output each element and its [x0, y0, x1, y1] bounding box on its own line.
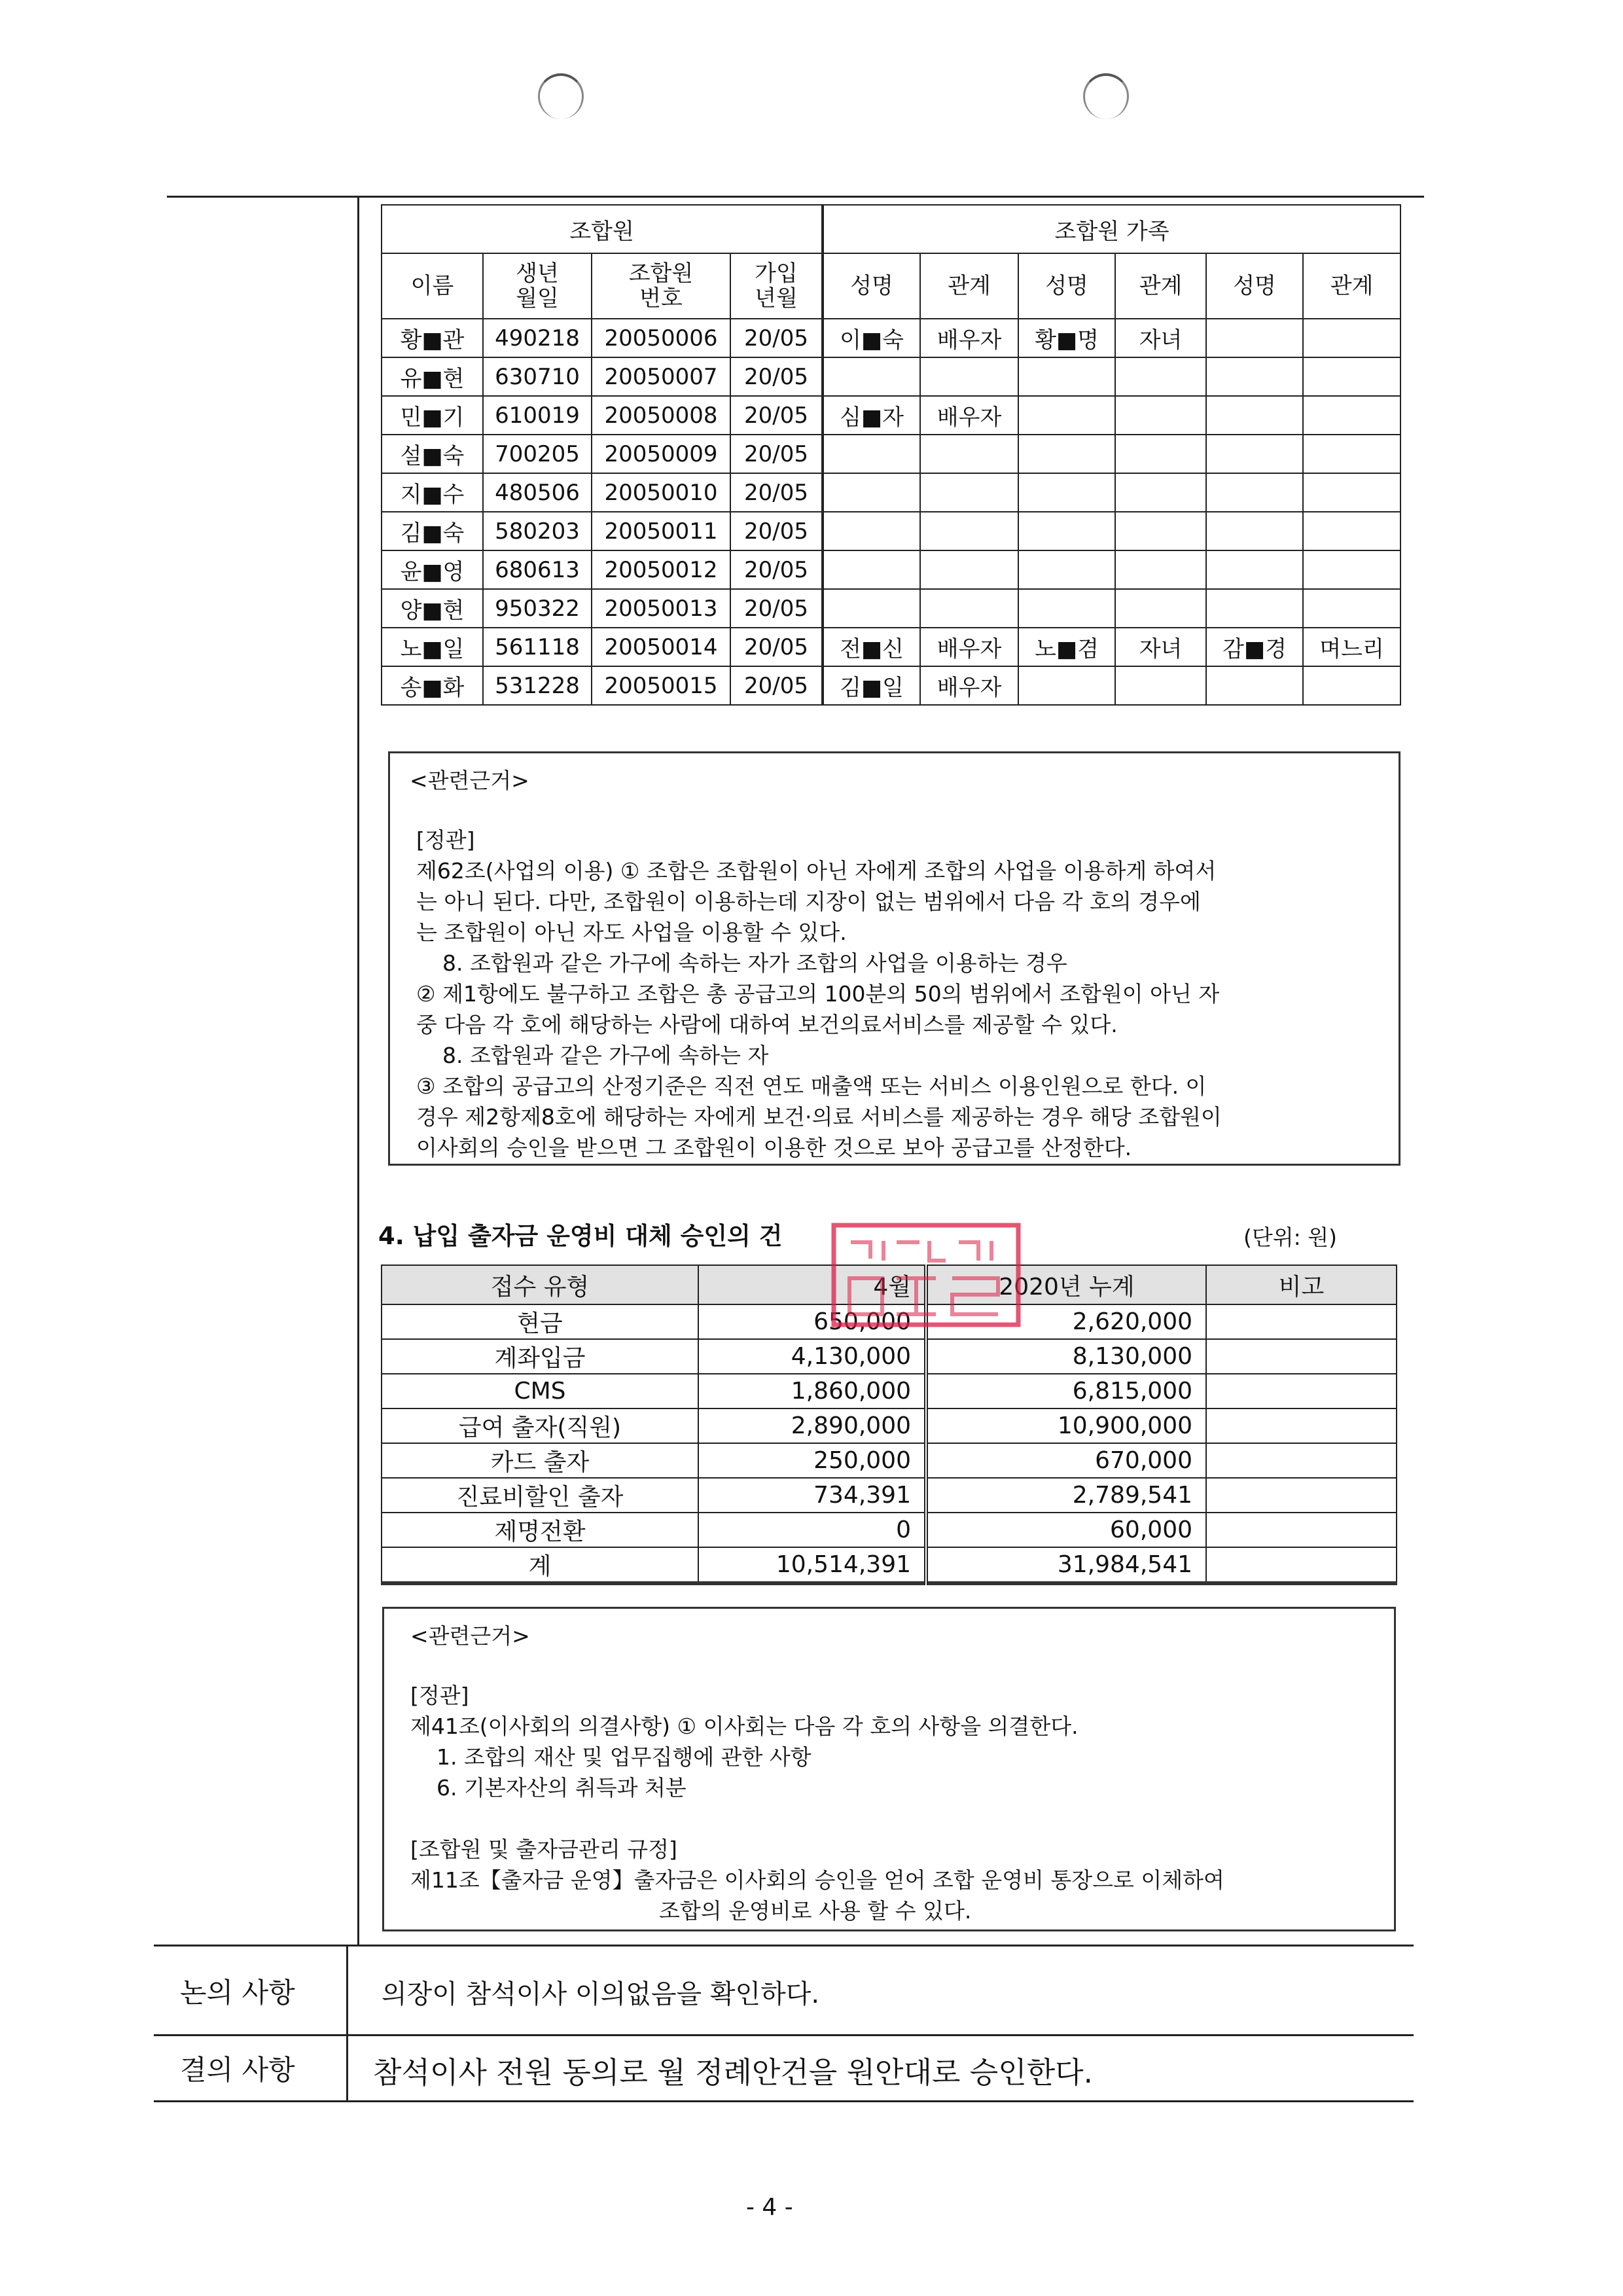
table-cell: 김■일: [823, 666, 920, 705]
table-cell: 20050009: [592, 435, 730, 473]
basis-line: ② 제1항에도 불구하고 조합은 총 공급고의 100분의 50의 범위에서 조합원이 아닌 자: [416, 981, 1220, 1007]
table-cell: 지■수: [382, 473, 483, 512]
basis-line: 8. 조합원과 같은 가구에 속하는 자: [442, 1043, 769, 1068]
basis-title: <관련근거>: [410, 768, 529, 793]
table-cell: 950322: [483, 589, 592, 628]
table-row: [382, 435, 1400, 473]
table-cell: [823, 473, 920, 512]
table-cell: 20050012: [592, 550, 730, 589]
group-header-family: 조합원 가족: [823, 205, 1400, 253]
table-cell: [1206, 1478, 1397, 1513]
basis-line: 이사회의 승인을 받으면 그 조합원이 이용한 것으로 보아 공급고를 산정한다.: [416, 1135, 1132, 1160]
basis-line: [정관]: [410, 1683, 469, 1708]
basis-line: [410, 1803, 1368, 1834]
table-row: [382, 1374, 1397, 1408]
table-cell: [920, 473, 1018, 512]
table-cell: 전■신: [823, 628, 920, 666]
table-cell: 황■관: [382, 319, 483, 357]
table-row: [382, 1478, 1397, 1513]
table-cell: 20050008: [592, 396, 730, 435]
table-cell: [920, 435, 1018, 473]
table-cell: 진료비할인 출자: [382, 1478, 698, 1513]
table-cell: [1018, 666, 1115, 705]
discussion-label: 논의 사항: [180, 1977, 295, 2009]
table-cell: CMS: [382, 1374, 698, 1408]
table-row: [382, 396, 1400, 435]
table-cell: 580203: [483, 512, 592, 550]
table-cell: 20/05: [730, 628, 823, 666]
column-header: 성명: [1206, 253, 1303, 319]
table-cell: 송■화: [382, 666, 483, 705]
divider: [346, 1945, 348, 2102]
table-cell: 6,815,000: [926, 1374, 1206, 1408]
table-cell: 카드 출자: [382, 1443, 698, 1478]
related-basis-box-1: [388, 751, 1400, 1166]
table-cell: 제명전환: [382, 1513, 698, 1547]
table-row: [382, 357, 1400, 396]
basis-line: 제11조【출자금 운영】출자금은 이사회의 승인을 얻어 조합 운영비 통장으로 이체하여: [410, 1867, 1224, 1893]
table-cell: 10,900,000: [926, 1408, 1206, 1443]
basis-line: 1. 조합의 재산 및 업무집행에 관한 사항: [437, 1744, 812, 1770]
table-row: [382, 1443, 1397, 1478]
column-header: 비고: [1206, 1265, 1397, 1304]
column-header: 관계: [1115, 253, 1206, 319]
table-cell: 20/05: [730, 512, 823, 550]
basis-line: ③ 조합의 공급고의 산정기준은 직전 연도 매출액 또는 서비스 이용인원으로 한다. 이: [416, 1073, 1207, 1099]
table-cell: 감■경: [1206, 628, 1303, 666]
basis-title: <관련근거>: [410, 1623, 530, 1649]
table-cell: [1206, 512, 1303, 550]
table-cell: 자녀: [1115, 319, 1206, 357]
basis-line: 제41조(이사회의 의결사항) ① 이사회는 다음 각 호의 사항을 의결한다.: [410, 1713, 1079, 1739]
table-cell: [1303, 666, 1400, 705]
table-cell: 480506: [483, 473, 592, 512]
table-cell: [1018, 357, 1115, 396]
section-title: 4. 납입 출자금 운영비 대체 승인의 건: [378, 1222, 783, 1250]
table-cell: 20050014: [592, 628, 730, 666]
table-cell: 윤■영: [382, 550, 483, 589]
table-cell: 배우자: [920, 396, 1018, 435]
table-cell: 250,000: [698, 1443, 926, 1478]
table-cell: 배우자: [920, 628, 1018, 666]
table-cell: [1115, 589, 1206, 628]
table-cell: 현금: [382, 1304, 698, 1339]
table-row: [382, 1547, 1397, 1583]
table-cell: 1,860,000: [698, 1374, 926, 1408]
table-cell: [1018, 396, 1115, 435]
table-cell: 20050007: [592, 357, 730, 396]
table-cell: [1303, 435, 1400, 473]
table-cell: 민■기: [382, 396, 483, 435]
table-cell: [920, 512, 1018, 550]
table-cell: 유■현: [382, 357, 483, 396]
divider: [154, 1945, 1414, 1946]
table-cell: [1206, 319, 1303, 357]
table-cell: [1115, 550, 1206, 589]
table-cell: [1115, 357, 1206, 396]
table-cell: 2,789,541: [926, 1478, 1206, 1513]
table-cell: 심■자: [823, 396, 920, 435]
basis-line: 는 아니 된다. 다만, 조합원이 이용하는데 지장이 없는 범위에서 다음 각 호의 경우에: [416, 889, 1201, 914]
table-cell: 노■겸: [1018, 628, 1115, 666]
table-cell: 20/05: [730, 473, 823, 512]
group-header-members: 조합원: [382, 205, 823, 253]
page-number: - 4 -: [746, 2194, 793, 2221]
table-cell: [1206, 1408, 1397, 1443]
table-cell: 650,000: [698, 1304, 926, 1339]
table-cell: 20/05: [730, 435, 823, 473]
table-cell: 20/05: [730, 589, 823, 628]
table-cell: 20050015: [592, 666, 730, 705]
table-cell: 20/05: [730, 550, 823, 589]
table-cell: [1303, 319, 1400, 357]
table-cell: 며느리: [1303, 628, 1400, 666]
top-rule: [167, 196, 1424, 198]
table-cell: 680613: [483, 550, 592, 589]
table-cell: [1303, 589, 1400, 628]
table-cell: [1115, 435, 1206, 473]
table-cell: [1206, 550, 1303, 589]
table-cell: [1018, 589, 1115, 628]
table-cell: [1206, 1513, 1397, 1547]
table-cell: [1206, 589, 1303, 628]
table-cell: [1303, 550, 1400, 589]
table-row: [382, 473, 1400, 512]
table-cell: [1206, 1547, 1397, 1583]
table-cell: [823, 589, 920, 628]
table-cell: 이■숙: [823, 319, 920, 357]
table-cell: 20/05: [730, 319, 823, 357]
table-cell: [1303, 396, 1400, 435]
table-cell: 계좌입금: [382, 1339, 698, 1374]
table-cell: [1303, 357, 1400, 396]
table-row: [382, 666, 1400, 705]
table-cell: [1018, 550, 1115, 589]
table-cell: 490218: [483, 319, 592, 357]
basis-line: [조합원 및 출자금관리 규정]: [410, 1837, 677, 1862]
column-header: 조합원 번호: [592, 253, 730, 319]
table-cell: [1206, 1443, 1397, 1478]
members-table: [381, 204, 1401, 706]
table-row: [382, 319, 1400, 357]
table-cell: 670,000: [926, 1443, 1206, 1478]
table-cell: [1303, 512, 1400, 550]
table-cell: [823, 512, 920, 550]
column-header: 가입 년월: [730, 253, 823, 319]
column-header: 생년 월일: [483, 253, 592, 319]
basis-line: [정관]: [416, 827, 475, 853]
table-cell: 630710: [483, 357, 592, 396]
table-cell: [1206, 473, 1303, 512]
column-header: 관계: [1303, 253, 1400, 319]
divider: [154, 2034, 1414, 2036]
table-cell: [823, 357, 920, 396]
table-row: [382, 1339, 1397, 1374]
table-cell: 20050010: [592, 473, 730, 512]
table-cell: 20050006: [592, 319, 730, 357]
table-cell: 31,984,541: [926, 1547, 1206, 1583]
table-cell: 531228: [483, 666, 592, 705]
table-cell: 20050013: [592, 589, 730, 628]
basis-line: 경우 제2항제8호에 해당하는 자에게 보건·의료 서비스를 제공하는 경우 해당 조합원이: [416, 1104, 1222, 1130]
table-cell: 60,000: [926, 1513, 1206, 1547]
table-cell: 700205: [483, 435, 592, 473]
table-row: [382, 550, 1400, 589]
table-row: [382, 589, 1400, 628]
basis-line: 중 다음 각 호에 해당하는 사람에 대하여 보건의료서비스를 제공할 수 있다.: [416, 1012, 1118, 1037]
table-cell: 설■숙: [382, 435, 483, 473]
column-header: 4월: [698, 1265, 926, 1304]
basis-line: 6. 기본자산의 취득과 처분: [437, 1775, 687, 1801]
resolution-label: 결의 사항: [180, 2054, 295, 2086]
divider: [154, 2100, 1414, 2102]
table-cell: 김■숙: [382, 512, 483, 550]
punch-hole-left: [538, 73, 584, 119]
table-cell: 자녀: [1115, 628, 1206, 666]
table-cell: 20/05: [730, 357, 823, 396]
table-cell: 배우자: [920, 319, 1018, 357]
column-header: 관계: [920, 253, 1018, 319]
basis-line: 는 조합원이 아닌 자도 사업을 이용할 수 있다.: [416, 920, 847, 945]
table-cell: [920, 550, 1018, 589]
table-cell: 20/05: [730, 666, 823, 705]
column-header: 접수 유형: [382, 1265, 698, 1304]
table-cell: [1303, 473, 1400, 512]
basis-line: 8. 조합원과 같은 가구에 속하는 자가 조합의 사업을 이용하는 경우: [442, 950, 1067, 976]
table-cell: [1206, 357, 1303, 396]
table-cell: 양■현: [382, 589, 483, 628]
table-cell: 황■명: [1018, 319, 1115, 357]
table-cell: [1206, 666, 1303, 705]
table-cell: 계: [382, 1547, 698, 1583]
column-header: 성명: [823, 253, 920, 319]
table-cell: [1018, 512, 1115, 550]
table-cell: 20/05: [730, 396, 823, 435]
contribution-table: [381, 1265, 1397, 1585]
table-cell: [1206, 1374, 1397, 1408]
table-cell: 561118: [483, 628, 592, 666]
table-cell: 노■일: [382, 628, 483, 666]
table-cell: 0: [698, 1513, 926, 1547]
basis-line: 제62조(사업의 이용) ① 조합은 조합원이 아닌 자에게 조합의 사업을 이용하게 하여서: [416, 858, 1217, 884]
related-basis-box-2: [382, 1607, 1396, 1931]
table-cell: 4,130,000: [698, 1339, 926, 1374]
table-cell: [920, 589, 1018, 628]
table-row: [382, 1513, 1397, 1547]
basis-line: 조합의 운영비로 사용 할 수 있다.: [659, 1898, 972, 1924]
punch-hole-right: [1083, 73, 1129, 119]
table-row: [382, 1408, 1397, 1443]
table-cell: [1115, 512, 1206, 550]
table-cell: 10,514,391: [698, 1547, 926, 1583]
table-cell: [1206, 1339, 1397, 1374]
table-cell: [823, 550, 920, 589]
table-cell: 734,391: [698, 1478, 926, 1513]
table-cell: [1115, 666, 1206, 705]
table-cell: [1018, 435, 1115, 473]
table-cell: 8,130,000: [926, 1339, 1206, 1374]
table-cell: [1018, 473, 1115, 512]
table-cell: [823, 435, 920, 473]
table-cell: [920, 357, 1018, 396]
left-margin-line: [357, 196, 359, 1945]
column-header: 2020년 누계: [926, 1265, 1206, 1304]
table-cell: 배우자: [920, 666, 1018, 705]
table-row: [382, 628, 1400, 666]
table-cell: [1206, 396, 1303, 435]
table-cell: 2,620,000: [926, 1304, 1206, 1339]
table-row: [382, 512, 1400, 550]
table-cell: 급여 출자(직원): [382, 1408, 698, 1443]
table-cell: [1115, 473, 1206, 512]
table-row: [382, 1304, 1397, 1339]
table-cell: 2,890,000: [698, 1408, 926, 1443]
discussion-text: 의장이 참석이사 이의없음을 확인하다.: [382, 1979, 820, 2009]
table-cell: [1115, 396, 1206, 435]
table-cell: 610019: [483, 396, 592, 435]
column-header: 성명: [1018, 253, 1115, 319]
table-cell: [1206, 435, 1303, 473]
table-cell: 20050011: [592, 512, 730, 550]
resolution-text: 참석이사 전원 동의로 월 정례안건을 원안대로 승인한다.: [373, 2055, 1093, 2090]
unit-label: (단위: 원): [1243, 1225, 1337, 1250]
table-cell: [1206, 1304, 1397, 1339]
column-header: 이름: [382, 253, 483, 319]
